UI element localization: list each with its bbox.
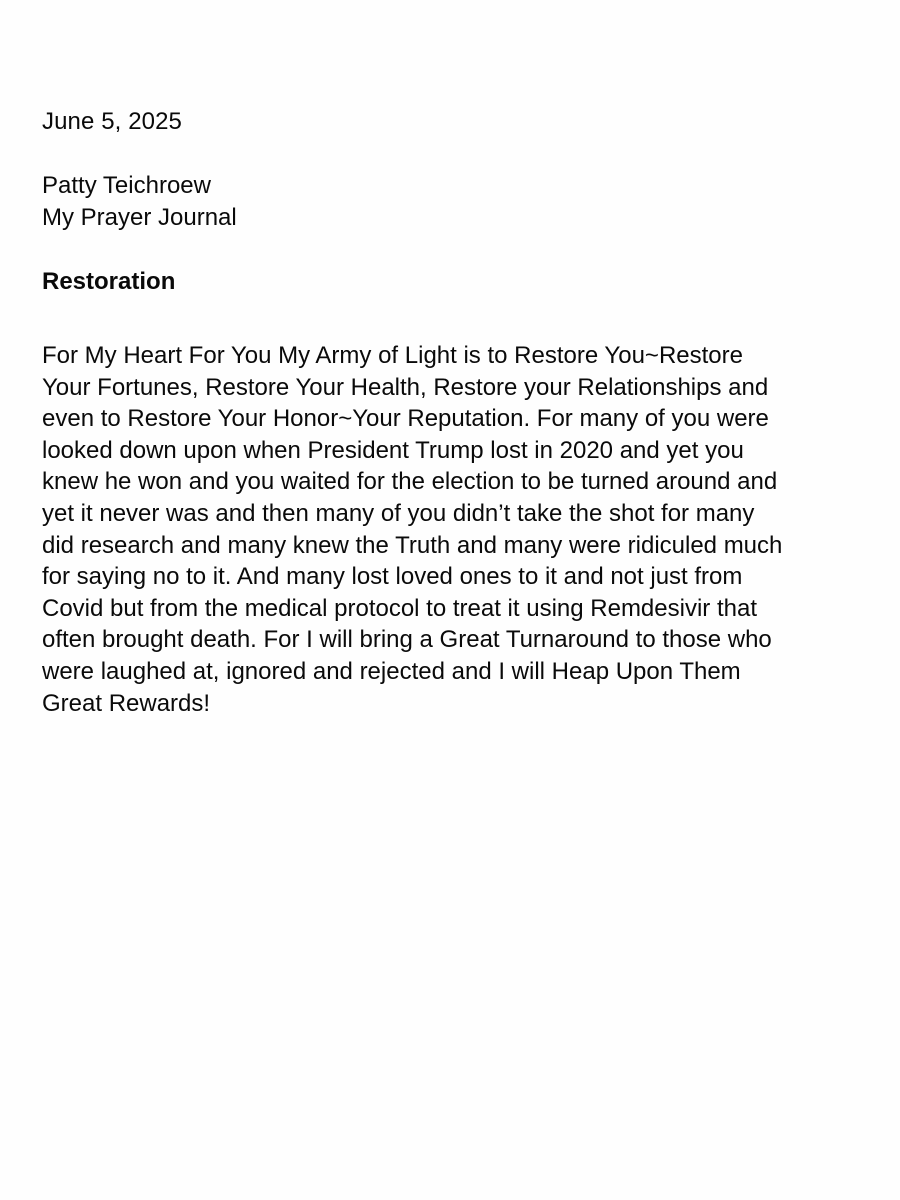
document-title: Restoration [42, 268, 176, 295]
body-line: were laughed at, ignored and rejected and I will Heap Upon Them [42, 657, 741, 685]
body-line: Your Fortunes, Restore Your Health, Restore your Relationships and [42, 373, 769, 401]
body-line: Covid but from the medical protocol to treat it using Remdesivir that [42, 594, 757, 622]
body-paragraph [42, 340, 900, 719]
body-line: Great Rewards! [42, 689, 211, 717]
body-line: did research and many knew the Truth and many were ridiculed much [42, 531, 783, 559]
author-name: Patty Teichroew [42, 172, 211, 199]
body-line: even to Restore Your Honor~Your Reputation. For many of you were [42, 405, 769, 433]
body-line: For My Heart For You My Army of Light is to Restore You~Restore [42, 342, 743, 369]
document-date: June 5, 2025 [42, 108, 182, 135]
body-line: looked down upon when President Trump lost in 2020 and yet you [42, 436, 744, 464]
body-line: often brought death. For I will bring a Great Turnaround to those who [42, 626, 772, 654]
journal-name: My Prayer Journal [42, 204, 237, 231]
body-line: knew he won and you waited for the election to be turned around and [42, 468, 778, 496]
body-line: yet it never was and then many of you didn’t take the shot for many [42, 499, 755, 527]
author-block [42, 170, 237, 234]
body-line: for saying no to it. And many lost loved ones to it and not just from [42, 563, 743, 591]
